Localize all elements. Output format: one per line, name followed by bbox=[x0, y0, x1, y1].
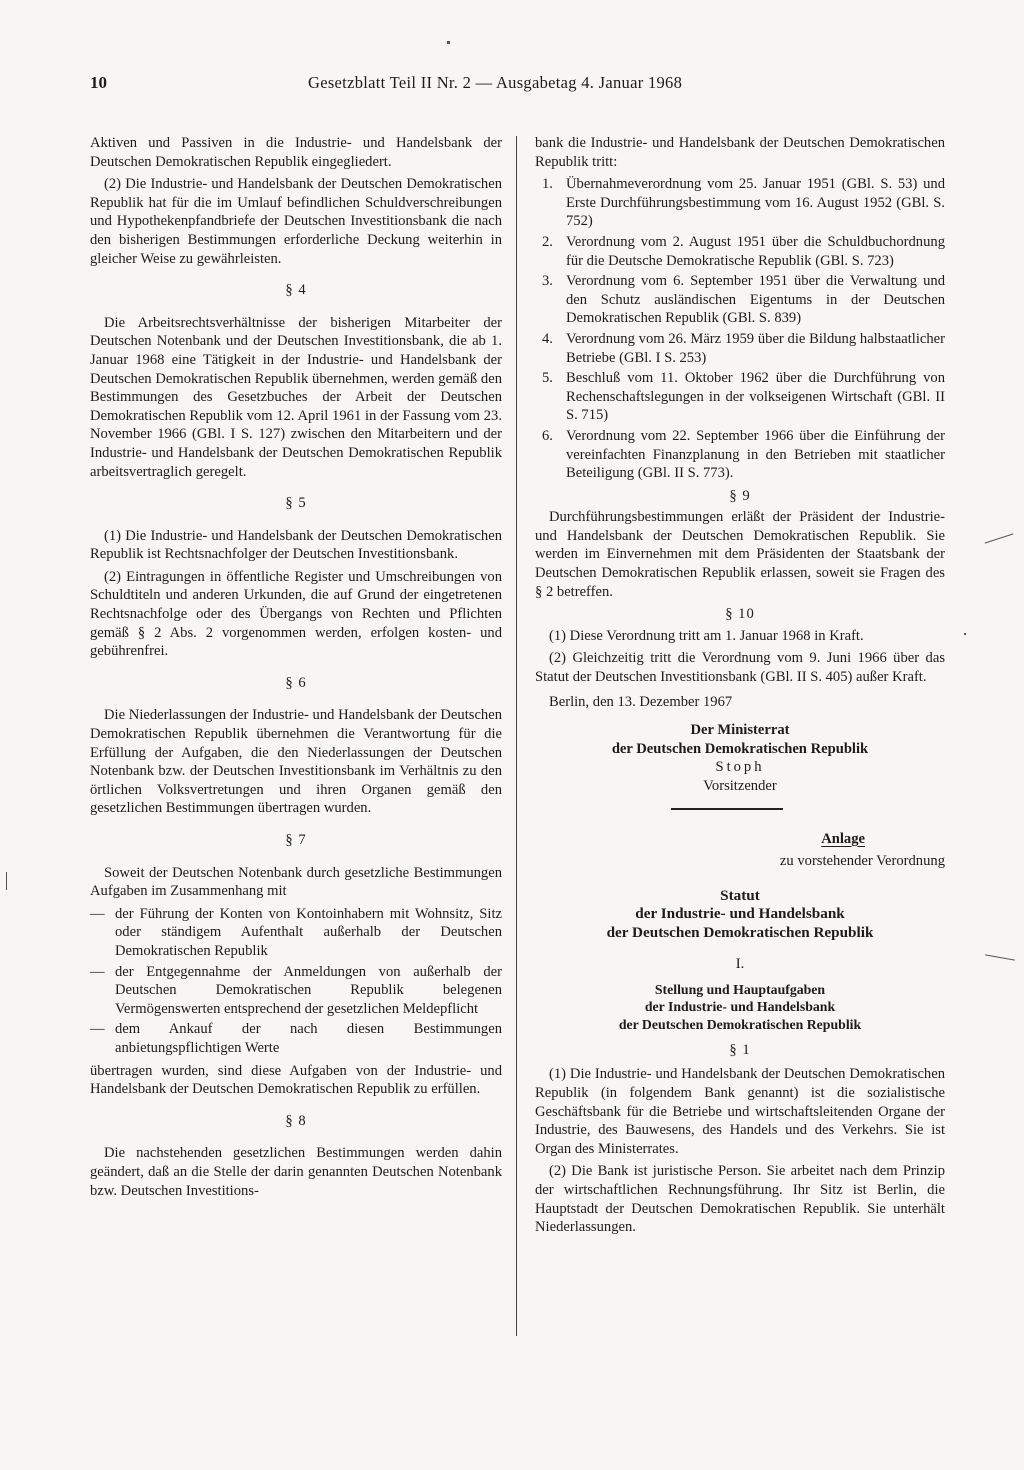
scan-mark bbox=[985, 533, 1014, 543]
paragraph-7: Soweit der Deutschen Notenbank durch gesetzliche Bestimmungen Aufgaben im Zusammenhang mit bbox=[90, 864, 502, 900]
paragraph-6: Die Niederlassungen der Industrie- und Handelsbank der Deutschen Demokratischen Republik übernehmen die Verantwortung für die Erfüllung der Aufgaben, die den Niederlassungen der Deutschen Notenbank bzw. der Deutschen Investitionsbank im Verhältnis zu den örtlichen Volksvertretungen und ihren Organen gemäß den gesetzlichen Bestimmungen übertragen wurden. bbox=[90, 707, 502, 817]
annex-title: Anlage bbox=[821, 830, 865, 847]
paragraph-9: Durchführungsbestimmungen erläßt der Präsident der Industrie- und Handelsbank der Deutschen Demokratischen Republik. Sie werden im Einvernehmen mit dem Präsidenten der Staatsbank der Deutschen Demokratischen Republik erlassen, soweit sie Fragen des § 2 betreffen. bbox=[535, 509, 945, 600]
dash-list-item: — der Führung der Konten von Kontoinhabern mit Wohnsitz, Sitz oder ständigem Aufenthalt außerhalb der Deutschen Demokratischen Republik bbox=[90, 905, 502, 961]
statute-section-heading-1: § 1 bbox=[729, 1041, 751, 1058]
dash-list-item: — der Entgegennahme der Anmeldungen von außerhalb der Deutschen Demokratischen Republik belegenen Vermögenswerten entsprechend der gesetzlichen Meldepflicht bbox=[90, 963, 502, 1019]
item-number: 1. bbox=[542, 176, 553, 193]
date-line: Berlin, den 13. Dezember 1967 bbox=[549, 693, 733, 710]
paragraph-10-1: (1) Diese Verordnung tritt am 1. Januar 1968 in Kraft. bbox=[549, 627, 864, 644]
paragraph-8: Die nachstehenden gesetzlichen Bestimmungen werden dahin geändert, daß an die Stelle der darin genannten Deutschen Notenbank bzw. Deutschen Investitions- bbox=[90, 1145, 502, 1199]
section-heading-9: § 9 bbox=[729, 487, 751, 504]
part-heading bbox=[535, 981, 945, 1033]
section-heading-6: § 6 bbox=[285, 674, 307, 691]
statute-paragraph-1-1: (1) Die Industrie- und Handelsbank der Deutschen Demokratischen Republik (in folgendem Bank genannt) ist die sozialistische Geschäftsbank für die Betriebe und wirtschaftsleitenden Organe der Industrie, des Bauwesens, des Handels und des Verkehrs. Sie ist Organ des Ministerrates. bbox=[535, 1066, 945, 1157]
paragraph-5-1: (1) Die Industrie- und Handelsbank der Deutschen Demokratischen Republik ist Rechtsnachfolger der Deutschen Investitionsbank. bbox=[90, 527, 502, 563]
running-head: Gesetzblatt Teil II Nr. 2 — Ausgabetag 4. Januar 1968 bbox=[308, 73, 683, 92]
item-text: Übernahmeverordnung vom 25. Januar 1951 (GBl. S. 53) und Erste Durchführungsbestimmung vom 16. August 1952 (GBl. S. 752) bbox=[566, 176, 945, 230]
list-item bbox=[535, 427, 945, 483]
item-number: 4. bbox=[542, 330, 553, 347]
right-column bbox=[535, 134, 945, 1241]
page-number: 10 bbox=[90, 73, 107, 92]
section-heading-5: § 5 bbox=[285, 495, 307, 512]
signatory-name: Stoph bbox=[715, 759, 765, 776]
item-number: 5. bbox=[542, 370, 553, 387]
item-text: Beschluß vom 11. Oktober 1962 über die Durchführung von Rechenschaftslegungen in der volkseigenen Wirtschaft (GBl. II S. 715) bbox=[566, 370, 945, 424]
part-heading-line: Stellung und Hauptaufgaben bbox=[654, 982, 826, 998]
statute-title-line: der Deutschen Demokratischen Republik bbox=[606, 923, 874, 941]
item-number: 6. bbox=[542, 427, 553, 444]
list-item bbox=[535, 175, 945, 231]
item-text: Verordnung vom 6. September 1951 über die Verwaltung und den Schutz ausländischen Eigentums in der Deutschen Demokratischen Republik (GBl. S. 839) bbox=[566, 273, 945, 327]
section-heading-7: § 7 bbox=[285, 832, 307, 848]
section-divider bbox=[671, 808, 783, 810]
column-divider bbox=[516, 136, 517, 1336]
dash-list bbox=[90, 905, 502, 1058]
statute-title-line: der Industrie- und Handelsbank bbox=[635, 905, 845, 923]
section-heading-8: § 8 bbox=[285, 1112, 307, 1129]
scan-mark bbox=[6, 872, 7, 890]
left-column bbox=[90, 134, 502, 1204]
part-heading-line: der Industrie- und Handelsbank bbox=[644, 999, 836, 1015]
scan-mark bbox=[985, 954, 1015, 960]
statute-paragraph-1-2: (2) Die Bank ist juristische Person. Sie arbeitet nach dem Prinzip der wirtschaftlichen Rechnungsführung. Ihr Sitz ist Berlin, die Hauptstadt der Deutschen Demokratischen Republik. Sie unterhält Niederlassungen. bbox=[535, 1163, 945, 1236]
signatory-role: Vorsitzender bbox=[703, 778, 777, 794]
page-header bbox=[90, 74, 960, 102]
paragraph-intro: Aktiven und Passiven in die Industrie- und Handelsbank der Deutschen Demokratischen Republik eingegliedert. bbox=[90, 135, 502, 170]
paragraph-10-2: (2) Gleichzeitig tritt die Verordnung vom 9. Juni 1966 über das Statut der Deutschen Investitionsbank (GBl. II S. 405) außer Kraft. bbox=[535, 650, 945, 686]
part-heading-line: der Deutschen Demokratischen Republik bbox=[618, 1016, 862, 1032]
section-heading-10: § 10 bbox=[725, 606, 755, 623]
section-heading-4: § 4 bbox=[285, 282, 307, 299]
scan-mark bbox=[964, 633, 966, 635]
statute-title-line: Statut bbox=[720, 886, 760, 904]
amended-regulations-list bbox=[535, 175, 945, 483]
paragraph-5-2: (2) Eintragungen in öffentliche Register und Umschreibungen von Schuldtiteln und anderen Urkunden, die auf Grund der eingetretenen Rechtsnachfolge oder des Übergangs von Rechten und Pflichten gemäß § 2 Abs. 2 vorgenommen werden, erfolgen kosten- und gebührenfrei. bbox=[90, 568, 502, 660]
dash-list-item: — dem Ankauf der nach diesen Bestimmungen anbietungspflichtigen Werte bbox=[90, 1020, 502, 1057]
part-number: I. bbox=[735, 955, 745, 972]
signature-body: Der Ministerrat bbox=[690, 722, 790, 739]
paragraph-7-end: übertragen wurden, sind diese Aufgaben von der Industrie- und Handelsbank der Deutschen Demokratischen Republik zu erfüllen. bbox=[90, 1062, 502, 1098]
signature-body-country: der Deutschen Demokratischen Republik bbox=[611, 740, 869, 757]
scan-mark bbox=[447, 41, 450, 44]
item-number: 2. bbox=[542, 233, 553, 250]
item-text: Verordnung vom 22. September 1966 über die Einführung der vereinfachten Finanzplanung in den Betrieben mit staatlicher Beteiligung (GBl. II S. 773). bbox=[566, 427, 945, 482]
list-item bbox=[535, 233, 945, 270]
item-text: Verordnung vom 26. März 1959 über die Bildung halbstaatlicher Betriebe (GBl. I S. 253) bbox=[566, 330, 945, 366]
list-item bbox=[535, 369, 945, 425]
paragraph-3-2: (2) Die Industrie- und Handelsbank der Deutschen Demokratischen Republik hat für die im Umlauf befindlichen Schuldverschreibungen und Hypothekenpfandbriefe der Deutschen Investitionsbank die nach den bisherigen Bestimmungen erforderliche Deckung weiterhin in gleicher Weise zu gewährleisten. bbox=[90, 176, 502, 267]
item-text: Verordnung vom 2. August 1951 über die Schuldbuchordnung für die Deutsche Demokratische Republik (GBl. S. 723) bbox=[566, 233, 945, 269]
annex-subtitle: zu vorstehender Verordnung bbox=[779, 853, 945, 870]
paragraph-4: Die Arbeitsrechtsverhältnisse der bisherigen Mitarbeiter der Deutschen Notenbank und der Deutschen Investitionsbank, die ab 1. Januar 1968 eine Tätigkeit in der Industrie- und Handelsbank der Deutschen Demokratischen Republik übernehmen, werden gemäß den Bestimmungen des Gesetzbuches der Arbeit der Deutschen Demokratischen Republik vom 12. April 1961 in der Fassung vom 23. November 1966 (GBl. I S. 127) zwischen den Mitarbeitern und der Industrie- und Handelsbank der Deutschen Demokratischen Republik arbeitsvertraglich geregelt. bbox=[90, 314, 502, 480]
item-number: 3. bbox=[542, 273, 553, 290]
list-item bbox=[535, 330, 945, 367]
paragraph-continued: bank die Industrie- und Handelsbank der Deutschen Demokratischen Republik tritt: bbox=[535, 135, 945, 170]
statute-title bbox=[535, 887, 945, 943]
list-item bbox=[535, 272, 945, 328]
